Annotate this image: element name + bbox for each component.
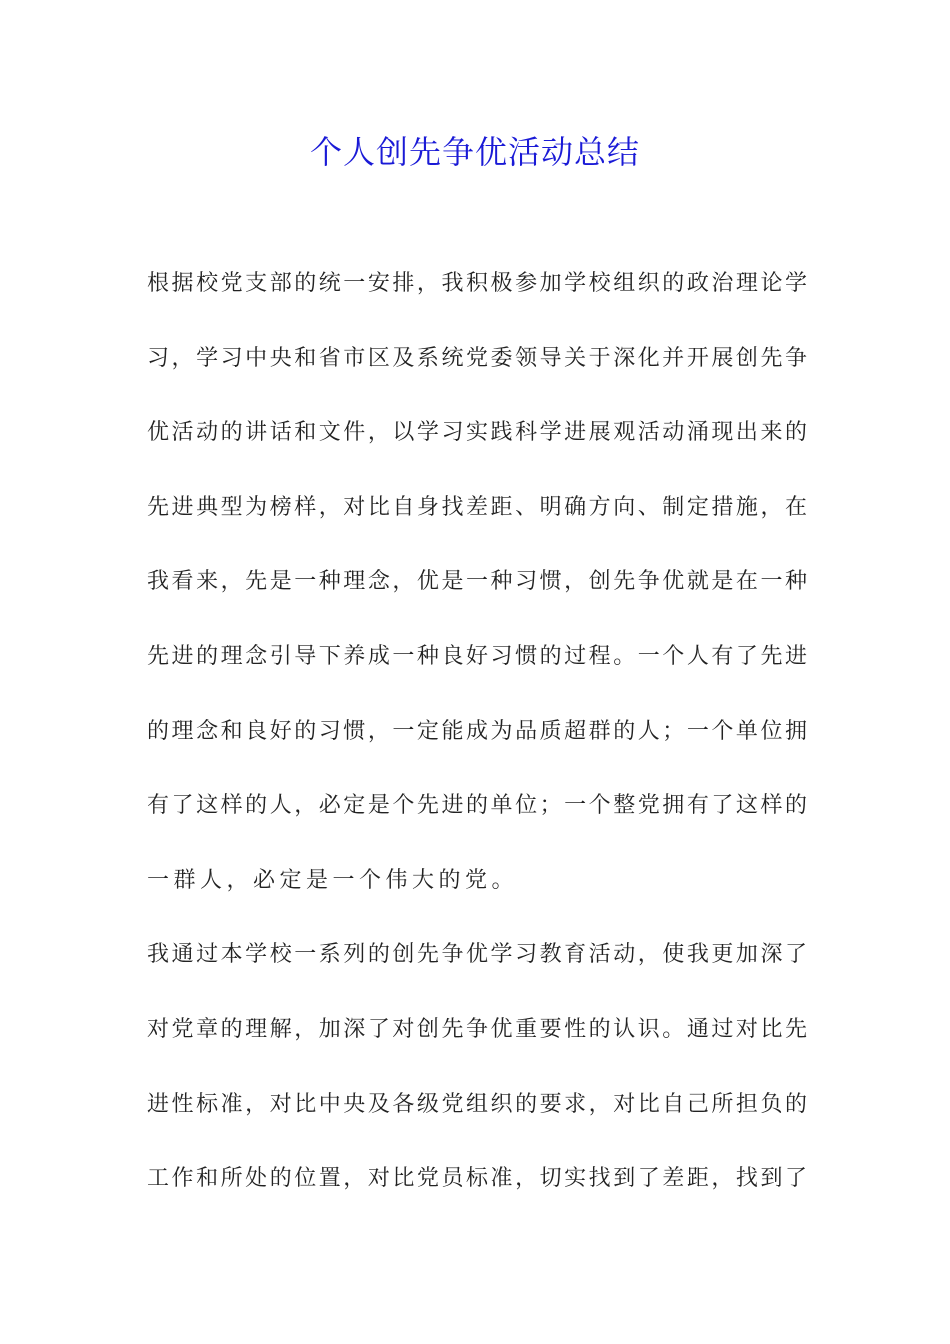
text-line: 我看来，先是一种理念，优是一种习惯，创先争优就是在一种 [147, 569, 807, 595]
text-line: 对党章的理解，加深了对创先争优重要性的认识。通过对比先 [147, 1016, 807, 1042]
text-line: 根据校党支部的统一安排，我积极参加学校组织的政治理论学 [147, 271, 807, 296]
text-line: 习，学习中央和省市区及系统党委领导关于深化并开展创先争 [147, 345, 807, 371]
document-body [147, 262, 807, 1232]
document-title: 个人创先争优活动总结 [309, 133, 640, 171]
text-line: 有了这样的人，必定是个先进的单位；一个整党拥有了这样的 [147, 793, 807, 819]
paragraph-2 [147, 933, 807, 1231]
text-line: 优活动的讲话和文件，以学习实践科学进展观活动涌现出来的 [147, 420, 807, 446]
text-line: 工作和所处的位置，对比党员标准，切实找到了差距，找到了 [147, 1166, 807, 1192]
text-line: 我通过本学校一系列的创先争优学习教育活动，使我更加深了 [147, 942, 807, 968]
text-line: 的理念和良好的习惯，一定能成为品质超群的人；一个单位拥 [147, 718, 807, 744]
text-line: 先进典型为榜样，对比自身找差距、明确方向、制定措施，在 [147, 494, 807, 520]
paragraph-1 [147, 262, 807, 933]
text-line: 先进的理念引导下养成一种良好习惯的过程。一个人有了先进 [147, 643, 807, 669]
text-line: 一群人，必定是一个伟大的党。 [147, 867, 519, 893]
text-line: 进性标准，对比中央及各级党组织的要求，对比自己所担负的 [147, 1091, 807, 1117]
